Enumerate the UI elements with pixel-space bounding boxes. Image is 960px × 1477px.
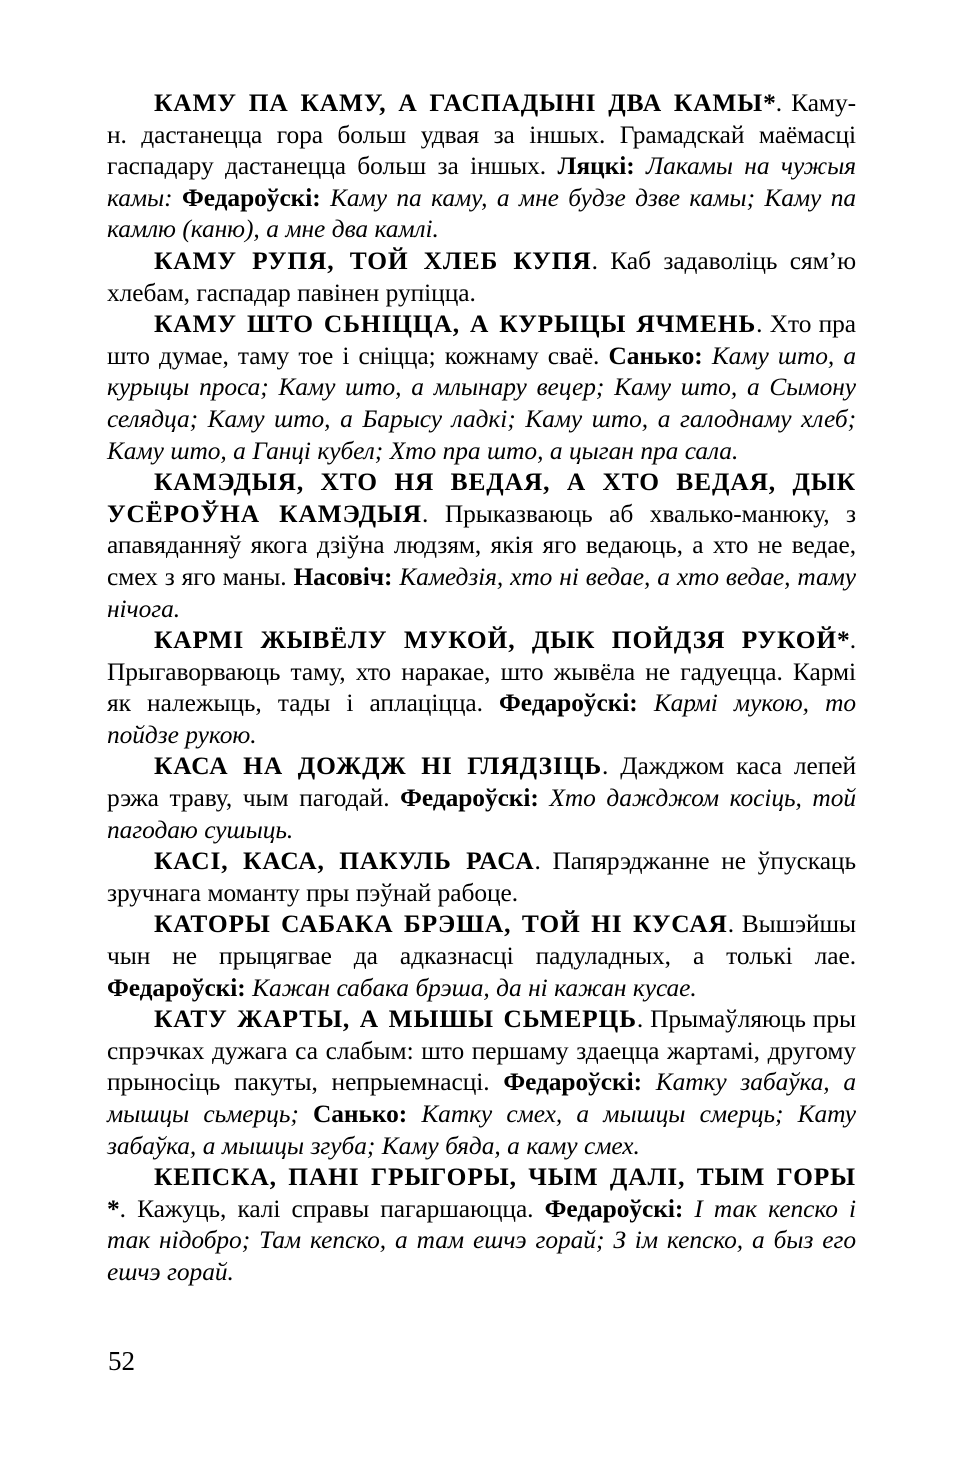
entry-headword: КАМЭДЫЯ, ХТО НЯ ВЕДАЯ, А ХТО ВЕДАЯ, ДЫК УСЁРОЎНА КАМЭДЫЯ (107, 468, 856, 528)
citation-variant: Камедзія, хто ні ведае, а хто ведае, таму нічога. (107, 562, 856, 623)
entry-headword: КЕПСКА, ПАНІ ГРЫГОРЫ, ЧЫМ ДАЛІ, ТЫМ ГОРЫ (154, 1163, 856, 1192)
citation-variant: Хто дажджом косіць, той пагодаю сушыць. (107, 784, 856, 844)
citation-source: Санько: (298, 1100, 408, 1128)
entry-headword: КАРМІ ЖЫВЁЛУ МУКОЙ, ДЫК ПОЙДЗЯ РУКОЙ (154, 626, 838, 655)
page-number: 52 (108, 1346, 135, 1376)
entry-headword: КАМУ ШТО СЬНІЦЦА, А КУРЫЦЫ ЯЧМЕНЬ (154, 310, 757, 339)
entry-headword: КАМУ РУПЯ, ТОЙ ХЛЕБ КУПЯ (154, 246, 592, 275)
citation-source: Федароўскі: (503, 1068, 642, 1097)
citation-source: Санько: (608, 341, 703, 370)
dictionary-entry (107, 246, 856, 309)
dictionary-entry (107, 625, 856, 751)
entry-headword: КАСА НА ДОЖДЖ НІ ГЛЯДЗІЦЬ (154, 752, 603, 781)
citation-source: Ляцкі: (557, 152, 635, 181)
entry-headword: КАТУ ЖАРТЫ, А МЫШЫ СЬМЕРЦЬ (154, 1005, 637, 1034)
entry-asterisk: * (107, 1194, 120, 1223)
citation-source: Федароўскі: (400, 784, 539, 813)
entry-gloss: . Каму-н. дастанецца гора больш удвая за іншых. Грамадскай маёмасці гаспадару дастанецца больш за іншых. (107, 89, 857, 181)
citation-variant: Кажан сабака брэша, да ні кажан кусае. (245, 973, 697, 1002)
entry-gloss: . Хто пра што думае, таму тое і сніцца; кожнаму сваё. (107, 310, 856, 370)
entry-gloss: . Каб задаволіць сям’ю хлебам, гаспадар павінен рупіцца. (107, 246, 856, 307)
dictionary-entry (107, 1004, 856, 1162)
citation-variant: Каму што, а курыцы проса; Каму што, а млынару вецер; Каму што, а Сымону селядца; Каму што, а Барысу ладкі; Каму што, а галоднаму хлеб; Каму што, а Ганці кубел; Хто пра што, а цыган пра сала. (107, 341, 856, 465)
citation-source: Федароўскі: (499, 689, 638, 718)
citation-source: Федароўскі: (544, 1194, 684, 1223)
dictionary-entry (107, 751, 856, 846)
dictionary-entry (107, 309, 856, 467)
dictionary-entry (107, 467, 856, 625)
citation-variant: Лакамы на чужыя камы: (107, 152, 856, 212)
dictionary-entry (107, 88, 856, 246)
citation-variant: Каму па каму, а мне будзе дзве камы; Каму па камлю (каню), а мне два камлі. (107, 183, 856, 244)
citation-variant: Катку забаўка, а мышцы сьмерць; (107, 1068, 857, 1128)
entry-gloss: . Кажуць, калі справы пагаршаюцца. (119, 1194, 545, 1223)
entry-gloss: . Прыказваюць аб хвалько-манюку, з апавяданняў якога дзіўна людзям, якія яго ведаюць, а хто не ведае, смех з яго маны. (107, 499, 856, 591)
entry-gloss: . Папярэджанне не ўпускаць зручнага моманту пры пэўнай рабоце. (107, 847, 856, 907)
entry-gloss: . Вышэйшы чын не прыцягвае да адказнасці падуладных, а толькі лае. (107, 910, 856, 971)
entry-gloss: . Прыгаворваюць таму, хто наракае, што жывёла не гадуецца. Кармі як належыць, тады і аплаціцца. (107, 626, 856, 718)
dictionary-entry (107, 909, 856, 1004)
citation-variant: І так кепско і так нідобро; Там кепско, а там ешчэ горай; З ім кепско, а быз его ешчэ горай. (107, 1194, 856, 1286)
entry-gloss: . Прымаўляюць пры спрэчках дужага са слабым: што першаму здаецца жартамі, другому прыносіць пакуты, непрыемнасці. (107, 1005, 857, 1097)
citation-variant: Катку смех, а мышцы смерць; Кату забаўка, а мышцы згуба; Каму бяда, а каму смех. (107, 1100, 856, 1160)
entry-headword: КАМУ ПА КАМУ, А ГАСПАДЫНІ ДВА КАМЫ (154, 89, 764, 117)
entry-gloss: . Дажджом каса лепей рэжа траву, чым пагодай. (107, 752, 857, 813)
entry-asterisk: * (837, 626, 850, 655)
citation-source: Насовіч: (293, 562, 393, 591)
citation-variant: Кармі мукою, то пойдзе рукою. (107, 689, 857, 749)
dictionary-entry (107, 1162, 856, 1288)
entry-asterisk: * (763, 89, 776, 117)
entry-headword: КАТОРЫ САБАКА БРЭША, ТОЙ НІ КУСАЯ (154, 910, 728, 939)
dictionary-entry (107, 846, 856, 909)
entry-headword: КАСІ, КАСА, ПАКУЛЬ РАСА (154, 847, 535, 876)
citation-source: Федароўскі: (107, 973, 246, 1002)
page-text-block (107, 88, 856, 1289)
citation-source: Федароўскі: (172, 183, 321, 212)
